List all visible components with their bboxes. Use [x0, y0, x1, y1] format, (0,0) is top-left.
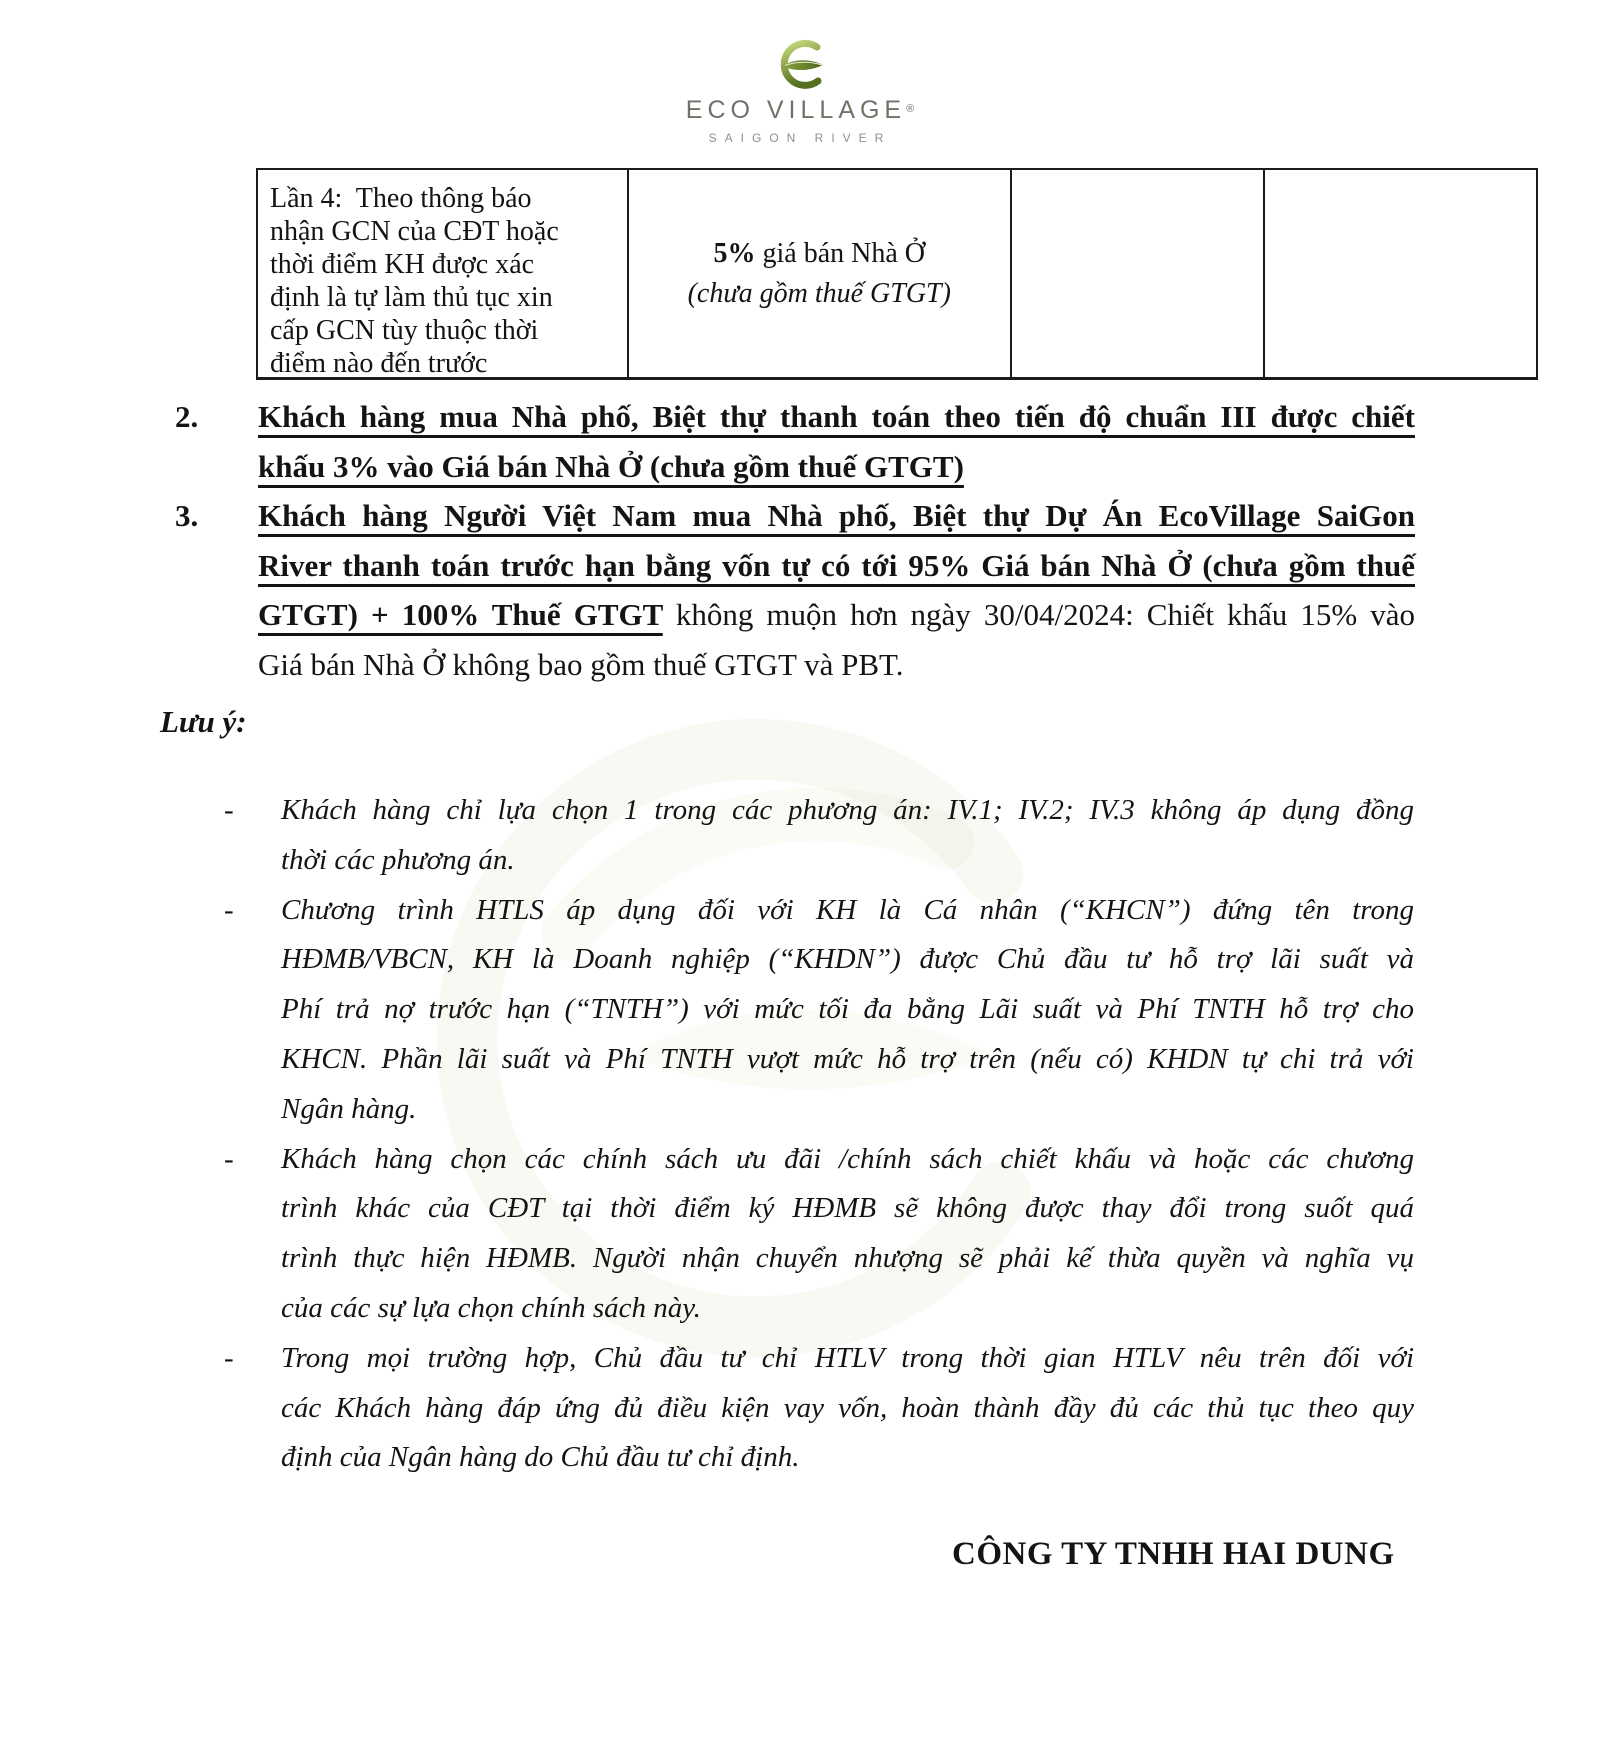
table-cell-amount	[629, 170, 1012, 377]
bullet-line: Trong mọi trường hợp, Chủ đầu tư chỉ HTLV trong thời gian HTLV nêu trên đối với	[281, 1341, 1414, 1374]
notes-bullet-list	[224, 786, 1414, 1483]
notes-heading: Lưu ý:	[160, 704, 247, 739]
item-line: River thanh toán trước hạn bằng vốn tự có tới 95% Giá bán Nhà Ở (chưa gồm thuế	[258, 547, 1415, 583]
amount-percent: 5%	[713, 237, 756, 269]
amount-line	[714, 234, 926, 274]
bullet-line: KHCN. Phần lãi suất và Phí TNTH vượt mức hỗ trợ trên (nếu có) KHDN tự chi trả với	[281, 1042, 1414, 1075]
bullet-line: định của Ngân hàng do Chủ đầu tư chỉ định.	[281, 1441, 800, 1474]
policy-item-3	[175, 491, 1415, 689]
table-cell-line: điểm nào đến trước	[270, 348, 488, 379]
brand-logo	[0, 34, 1600, 145]
eco-village-logo-icon	[773, 34, 827, 94]
brand-text: ECO VILLAGE	[685, 96, 907, 124]
brand-name	[0, 96, 1600, 125]
table-cell-empty-1	[1012, 170, 1265, 377]
note-bullet-3	[224, 1135, 1414, 1334]
table-cell-installment-4	[258, 170, 629, 377]
item-line: Giá bán Nhà Ở không bao gồm thuế GTGT và PBT.	[258, 646, 904, 682]
item-line: GTGT) + 100% Thuế GTGT không muộn hơn ngày 30/04/2024: Chiết khấu 15% vào	[258, 597, 1415, 632]
bullet-line: Chương trình HTLS áp dụng đối với KH là Cá nhân (“KHCN”) đứng tên trong	[281, 893, 1414, 926]
bullet-line: trình thực hiện HĐMB. Người nhận chuyển nhượng sẽ phải kế thừa quyền và nghĩa vụ	[281, 1242, 1414, 1275]
bullet-dash: -	[224, 893, 234, 926]
item-number: 3.	[175, 498, 199, 533]
bullet-dash: -	[224, 1142, 234, 1175]
table-cell-line: thời điểm KH được xác	[270, 249, 535, 280]
note-bullet-1	[224, 786, 1414, 886]
amount-note: (chưa gồm thuế GTGT)	[687, 277, 951, 309]
bullet-line: Khách hàng chỉ lựa chọn 1 trong các phương án: IV.1; IV.2; IV.3 không áp dụng đồng	[281, 794, 1414, 826]
table-cell-line: nhận GCN của CĐT hoặc	[270, 216, 559, 247]
table-cell-line: Lần 4: Theo thông báo	[270, 183, 532, 214]
item-number: 2.	[175, 399, 199, 434]
bullet-line: Khách hàng chọn các chính sách ưu đãi /chính sách chiết khấu và hoặc các chương	[281, 1142, 1414, 1175]
item-line: khấu 3% vào Giá bán Nhà Ở (chưa gồm thuế GTGT)	[258, 448, 964, 484]
bullet-line: của các sự lựa chọn chính sách này.	[281, 1291, 701, 1324]
bullet-dash: -	[224, 794, 234, 826]
amount-text: giá bán Nhà Ở	[762, 237, 926, 269]
payment-schedule-table	[256, 168, 1538, 380]
bullet-line: HĐMB/VBCN, KH là Doanh nghiệp (“KHDN”) được Chủ đầu tư hỗ trợ lãi suất và	[281, 943, 1414, 976]
policy-items	[175, 392, 1415, 689]
table-cell-line: cấp GCN tùy thuộc thời	[270, 315, 539, 346]
item-line: Khách hàng Người Việt Nam mua Nhà phố, Biệt thự Dự Án EcoVillage SaiGon	[258, 498, 1415, 533]
bullet-line: Phí trả nợ trước hạn (“TNTH”) với mức tối đa bằng Lãi suất và Phí TNTH hỗ trợ cho	[281, 993, 1414, 1026]
company-signature: CÔNG TY TNHH HAI DUNG	[952, 1536, 1395, 1572]
bullet-dash: -	[224, 1341, 234, 1374]
bullet-line: các Khách hàng đáp ứng đủ điều kiện vay vốn, hoàn thành đầy đủ các thủ tục theo quy	[281, 1391, 1414, 1424]
table-cell-line: định là tự làm thủ tục xin	[270, 282, 553, 313]
item-line: Khách hàng mua Nhà phố, Biệt thự thanh toán theo tiến độ chuẩn III được chiết	[258, 399, 1415, 434]
brand-subtitle: SAIGON RIVER	[708, 131, 892, 145]
table-cell-empty-2	[1265, 170, 1536, 377]
bullet-line: trình khác của CĐT tại thời điểm ký HĐMB sẽ không được thay đổi trong suốt quá	[281, 1192, 1414, 1225]
policy-item-2	[175, 392, 1415, 491]
bullet-line: Ngân hàng.	[281, 1092, 417, 1125]
registered-mark: ®	[906, 103, 915, 115]
note-bullet-4	[224, 1334, 1414, 1483]
bullet-line: thời các phương án.	[281, 843, 515, 876]
note-bullet-2	[224, 886, 1414, 1135]
